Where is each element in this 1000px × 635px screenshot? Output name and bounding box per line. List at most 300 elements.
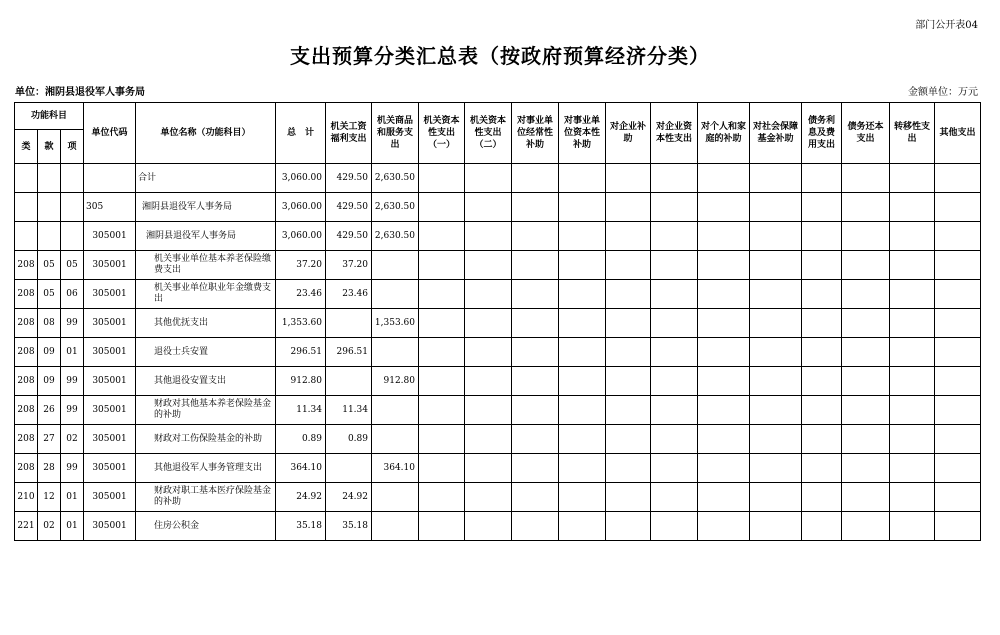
cell-empty <box>651 193 698 222</box>
cell-empty <box>890 193 935 222</box>
cell-empty <box>559 338 606 367</box>
cell-empty <box>419 193 465 222</box>
cell-goods <box>372 512 419 541</box>
cell-empty <box>750 454 802 483</box>
cell-unit-name: 湘阴县退役军人事务局 <box>136 193 276 222</box>
cell-empty <box>559 396 606 425</box>
cell-lei: 208 <box>15 251 38 280</box>
amount-unit-label: 金额单位：万元 <box>908 87 978 98</box>
cell-empty <box>465 338 512 367</box>
cell-empty <box>935 309 981 338</box>
cell-empty <box>559 222 606 251</box>
cell-total: 296.51 <box>276 338 326 367</box>
cell-lei <box>15 193 38 222</box>
cell-empty <box>750 280 802 309</box>
cell-empty <box>606 280 651 309</box>
cell-kuan <box>38 193 61 222</box>
cell-empty <box>802 193 842 222</box>
cell-empty <box>465 222 512 251</box>
cell-xiang: 02 <box>61 425 84 454</box>
cell-unit-name: 财政对职工基本医疗保险基金的补助 <box>136 483 276 512</box>
cell-empty <box>419 309 465 338</box>
cell-empty <box>890 164 935 193</box>
table-row <box>15 454 981 483</box>
cell-empty <box>842 483 890 512</box>
cell-empty <box>842 512 890 541</box>
cell-empty <box>419 222 465 251</box>
cell-empty <box>606 193 651 222</box>
cell-empty <box>606 512 651 541</box>
cell-empty <box>802 251 842 280</box>
cell-empty <box>419 396 465 425</box>
cell-kuan <box>38 164 61 193</box>
cell-lei: 208 <box>15 454 38 483</box>
cell-empty <box>651 222 698 251</box>
header-econ-social-fund: 对社会保障基金补助 <box>750 103 802 164</box>
cell-kuan: 27 <box>38 425 61 454</box>
cell-empty <box>465 164 512 193</box>
table-row <box>15 251 981 280</box>
cell-empty <box>651 425 698 454</box>
cell-empty <box>606 425 651 454</box>
cell-empty <box>698 367 750 396</box>
header-econ-debt-interest: 债务利息及费用支出 <box>802 103 842 164</box>
cell-empty <box>512 309 559 338</box>
cell-empty <box>802 367 842 396</box>
cell-empty <box>559 367 606 396</box>
cell-unit-code: 305001 <box>84 483 136 512</box>
cell-xiang: 01 <box>61 483 84 512</box>
cell-xiang: 05 <box>61 251 84 280</box>
table-row <box>15 396 981 425</box>
cell-wages: 35.18 <box>326 512 372 541</box>
cell-empty <box>559 512 606 541</box>
cell-total: 3,060.00 <box>276 222 326 251</box>
cell-empty <box>935 512 981 541</box>
cell-unit-name: 合计 <box>136 164 276 193</box>
cell-empty <box>419 280 465 309</box>
cell-empty <box>512 454 559 483</box>
cell-empty <box>802 483 842 512</box>
cell-goods: 2,630.50 <box>372 164 419 193</box>
cell-empty <box>750 164 802 193</box>
cell-empty <box>842 251 890 280</box>
cell-empty <box>606 454 651 483</box>
cell-empty <box>698 164 750 193</box>
cell-empty <box>750 425 802 454</box>
cell-goods: 912.80 <box>372 367 419 396</box>
cell-unit-name: 退役士兵安置 <box>136 338 276 367</box>
cell-kuan: 09 <box>38 338 61 367</box>
cell-empty <box>651 454 698 483</box>
header-econ-enterprise-capital: 对企业资本性支出 <box>651 103 698 164</box>
cell-empty <box>559 454 606 483</box>
cell-empty <box>890 396 935 425</box>
table-row <box>15 193 981 222</box>
cell-goods <box>372 425 419 454</box>
cell-kuan <box>38 222 61 251</box>
header-econ-transfer: 转移性支出 <box>890 103 935 164</box>
cell-empty <box>559 164 606 193</box>
cell-goods: 2,630.50 <box>372 222 419 251</box>
cell-empty <box>890 338 935 367</box>
cell-wages: 23.46 <box>326 280 372 309</box>
table-row <box>15 309 981 338</box>
cell-empty <box>512 367 559 396</box>
cell-empty <box>419 367 465 396</box>
cell-goods: 364.10 <box>372 454 419 483</box>
table-number-tag: 部门公开表04 <box>915 20 978 31</box>
cell-empty <box>935 164 981 193</box>
cell-goods <box>372 483 419 512</box>
header-kuan: 款 <box>38 130 61 164</box>
cell-empty <box>698 338 750 367</box>
cell-lei: 208 <box>15 396 38 425</box>
cell-empty <box>750 222 802 251</box>
cell-empty <box>465 483 512 512</box>
cell-empty <box>935 222 981 251</box>
header-econ-other: 其他支出 <box>935 103 981 164</box>
cell-empty <box>750 483 802 512</box>
cell-empty <box>890 367 935 396</box>
cell-total: 24.92 <box>276 483 326 512</box>
header-econ-capital-2: 机关资本性支出（二） <box>465 103 512 164</box>
cell-goods: 1,353.60 <box>372 309 419 338</box>
cell-unit-name: 湘阴县退役军人事务局 <box>136 222 276 251</box>
cell-empty <box>802 338 842 367</box>
cell-empty <box>698 396 750 425</box>
cell-empty <box>842 425 890 454</box>
cell-empty <box>935 280 981 309</box>
cell-empty <box>559 193 606 222</box>
cell-empty <box>651 280 698 309</box>
cell-empty <box>842 222 890 251</box>
cell-wages: 429.50 <box>326 193 372 222</box>
cell-empty <box>651 338 698 367</box>
cell-total: 23.46 <box>276 280 326 309</box>
cell-total: 1,353.60 <box>276 309 326 338</box>
cell-empty <box>465 396 512 425</box>
cell-kuan: 28 <box>38 454 61 483</box>
cell-empty <box>606 164 651 193</box>
cell-lei <box>15 222 38 251</box>
cell-unit-name: 住房公积金 <box>136 512 276 541</box>
header-econ-inst-regular: 对事业单位经常性补助 <box>512 103 559 164</box>
cell-empty <box>512 483 559 512</box>
cell-empty <box>698 251 750 280</box>
cell-empty <box>512 396 559 425</box>
cell-empty <box>419 425 465 454</box>
cell-empty <box>512 338 559 367</box>
cell-goods: 2,630.50 <box>372 193 419 222</box>
cell-empty <box>465 512 512 541</box>
cell-empty <box>890 454 935 483</box>
cell-lei: 208 <box>15 425 38 454</box>
cell-empty <box>750 309 802 338</box>
cell-empty <box>465 251 512 280</box>
cell-xiang: 06 <box>61 280 84 309</box>
table-row <box>15 483 981 512</box>
cell-empty <box>606 251 651 280</box>
cell-goods <box>372 338 419 367</box>
cell-empty <box>465 193 512 222</box>
cell-empty <box>419 454 465 483</box>
cell-empty <box>750 338 802 367</box>
cell-empty <box>651 512 698 541</box>
cell-kuan: 26 <box>38 396 61 425</box>
unit-label: 单位：湘阴县退役军人事务局 <box>15 87 145 98</box>
cell-empty <box>419 164 465 193</box>
header-econ-wages: 机关工资福利支出 <box>326 103 372 164</box>
cell-empty <box>750 396 802 425</box>
cell-lei: 208 <box>15 309 38 338</box>
cell-total: 37.20 <box>276 251 326 280</box>
cell-empty <box>698 193 750 222</box>
cell-empty <box>890 222 935 251</box>
cell-xiang: 99 <box>61 309 84 338</box>
cell-unit-code: 305001 <box>84 222 136 251</box>
cell-wages: 296.51 <box>326 338 372 367</box>
cell-empty <box>465 367 512 396</box>
cell-empty <box>606 338 651 367</box>
expenditure-table <box>14 102 981 541</box>
cell-unit-name: 财政对工伤保险基金的补助 <box>136 425 276 454</box>
cell-empty <box>512 193 559 222</box>
cell-empty <box>419 512 465 541</box>
cell-empty <box>802 164 842 193</box>
cell-empty <box>890 425 935 454</box>
table-row <box>15 164 981 193</box>
cell-empty <box>512 251 559 280</box>
cell-total: 35.18 <box>276 512 326 541</box>
cell-unit-code: 305001 <box>84 512 136 541</box>
cell-unit-code: 305 <box>84 193 136 222</box>
cell-unit-name: 机关事业单位基本养老保险缴费支出 <box>136 251 276 280</box>
cell-xiang: 99 <box>61 396 84 425</box>
cell-empty <box>890 483 935 512</box>
cell-unit-name: 其他优抚支出 <box>136 309 276 338</box>
cell-empty <box>419 251 465 280</box>
header-econ-individual: 对个人和家庭的补助 <box>698 103 750 164</box>
cell-unit-code: 305001 <box>84 454 136 483</box>
cell-total: 11.34 <box>276 396 326 425</box>
cell-kuan: 02 <box>38 512 61 541</box>
cell-goods <box>372 280 419 309</box>
cell-empty <box>465 425 512 454</box>
cell-unit-name: 其他退役军人事务管理支出 <box>136 454 276 483</box>
table-row <box>15 338 981 367</box>
table-body <box>15 164 981 541</box>
cell-empty <box>842 164 890 193</box>
cell-wages <box>326 367 372 396</box>
cell-empty <box>842 454 890 483</box>
cell-empty <box>512 512 559 541</box>
cell-empty <box>750 251 802 280</box>
cell-kuan: 08 <box>38 309 61 338</box>
cell-empty <box>802 280 842 309</box>
cell-unit-code: 305001 <box>84 396 136 425</box>
cell-kuan: 12 <box>38 483 61 512</box>
cell-kuan: 05 <box>38 280 61 309</box>
cell-empty <box>750 193 802 222</box>
header-econ-inst-capital: 对事业单位资本性补助 <box>559 103 606 164</box>
cell-total: 3,060.00 <box>276 164 326 193</box>
cell-empty <box>419 338 465 367</box>
cell-empty <box>935 251 981 280</box>
cell-empty <box>559 483 606 512</box>
cell-empty <box>935 338 981 367</box>
cell-lei: 208 <box>15 367 38 396</box>
cell-empty <box>842 280 890 309</box>
cell-empty <box>698 454 750 483</box>
cell-empty <box>559 280 606 309</box>
cell-empty <box>651 164 698 193</box>
cell-empty <box>512 164 559 193</box>
table-row <box>15 367 981 396</box>
cell-empty <box>842 193 890 222</box>
cell-empty <box>651 483 698 512</box>
cell-total: 364.10 <box>276 454 326 483</box>
cell-empty <box>890 309 935 338</box>
cell-empty <box>935 454 981 483</box>
cell-lei: 221 <box>15 512 38 541</box>
cell-unit-code <box>84 164 136 193</box>
cell-empty <box>750 367 802 396</box>
cell-empty <box>802 454 842 483</box>
cell-empty <box>606 367 651 396</box>
cell-empty <box>606 396 651 425</box>
cell-unit-code: 305001 <box>84 251 136 280</box>
cell-wages: 37.20 <box>326 251 372 280</box>
cell-unit-code: 305001 <box>84 280 136 309</box>
cell-wages: 0.89 <box>326 425 372 454</box>
cell-total: 912.80 <box>276 367 326 396</box>
cell-goods <box>372 396 419 425</box>
cell-lei: 210 <box>15 483 38 512</box>
cell-unit-code: 305001 <box>84 425 136 454</box>
header-econ-debt-principal: 债务还本支出 <box>842 103 890 164</box>
header-total: 总 计 <box>276 103 326 164</box>
cell-kuan: 09 <box>38 367 61 396</box>
cell-empty <box>419 483 465 512</box>
header-func-group: 功能科目 <box>15 103 84 130</box>
cell-empty <box>512 222 559 251</box>
cell-empty <box>698 425 750 454</box>
header-econ-enterprise: 对企业补助 <box>606 103 651 164</box>
cell-unit-code: 305001 <box>84 309 136 338</box>
cell-empty <box>935 193 981 222</box>
cell-empty <box>698 309 750 338</box>
cell-wages: 429.50 <box>326 164 372 193</box>
cell-wages: 11.34 <box>326 396 372 425</box>
cell-empty <box>890 251 935 280</box>
table-row <box>15 280 981 309</box>
cell-xiang <box>61 193 84 222</box>
cell-empty <box>651 367 698 396</box>
cell-lei <box>15 164 38 193</box>
cell-empty <box>512 280 559 309</box>
cell-total: 3,060.00 <box>276 193 326 222</box>
cell-empty <box>842 309 890 338</box>
cell-empty <box>842 396 890 425</box>
cell-empty <box>802 396 842 425</box>
cell-goods <box>372 251 419 280</box>
cell-xiang: 01 <box>61 338 84 367</box>
cell-empty <box>606 483 651 512</box>
cell-kuan: 05 <box>38 251 61 280</box>
cell-wages <box>326 454 372 483</box>
cell-empty <box>651 251 698 280</box>
cell-empty <box>465 280 512 309</box>
cell-lei: 208 <box>15 338 38 367</box>
cell-empty <box>802 309 842 338</box>
table-row <box>15 425 981 454</box>
cell-empty <box>935 367 981 396</box>
cell-empty <box>559 425 606 454</box>
cell-empty <box>698 512 750 541</box>
table-row <box>15 222 981 251</box>
cell-xiang: 99 <box>61 367 84 396</box>
cell-empty <box>935 396 981 425</box>
cell-empty <box>802 222 842 251</box>
cell-empty <box>512 425 559 454</box>
cell-empty <box>750 512 802 541</box>
header-lei: 类 <box>15 130 38 164</box>
cell-empty <box>606 309 651 338</box>
cell-empty <box>890 280 935 309</box>
cell-xiang: 01 <box>61 512 84 541</box>
cell-empty <box>698 222 750 251</box>
cell-empty <box>842 338 890 367</box>
header-econ-goods: 机关商品和服务支出 <box>372 103 419 164</box>
cell-empty <box>935 425 981 454</box>
cell-total: 0.89 <box>276 425 326 454</box>
header-unit-name: 单位名称（功能科目） <box>136 103 276 164</box>
cell-wages: 429.50 <box>326 222 372 251</box>
cell-xiang <box>61 222 84 251</box>
cell-unit-name: 机关事业单位职业年金缴费支出 <box>136 280 276 309</box>
cell-empty <box>465 309 512 338</box>
cell-xiang <box>61 164 84 193</box>
cell-empty <box>698 280 750 309</box>
cell-empty <box>559 309 606 338</box>
cell-empty <box>698 483 750 512</box>
page-title: 支出预算分类汇总表（按政府预算经济分类） <box>290 44 710 68</box>
cell-xiang: 99 <box>61 454 84 483</box>
cell-wages <box>326 309 372 338</box>
cell-wages: 24.92 <box>326 483 372 512</box>
cell-empty <box>606 222 651 251</box>
header-unit-code: 单位代码 <box>84 103 136 164</box>
header-xiang: 项 <box>61 130 84 164</box>
header-econ-capital-1: 机关资本性支出（一） <box>419 103 465 164</box>
cell-empty <box>802 425 842 454</box>
cell-unit-name: 其他退役安置支出 <box>136 367 276 396</box>
cell-unit-code: 305001 <box>84 338 136 367</box>
cell-empty <box>890 512 935 541</box>
cell-empty <box>651 309 698 338</box>
cell-empty <box>465 454 512 483</box>
cell-empty <box>559 251 606 280</box>
cell-empty <box>935 483 981 512</box>
cell-empty <box>842 367 890 396</box>
cell-lei: 208 <box>15 280 38 309</box>
table-row <box>15 512 981 541</box>
cell-empty <box>802 512 842 541</box>
cell-empty <box>651 396 698 425</box>
cell-unit-name: 财政对其他基本养老保险基金的补助 <box>136 396 276 425</box>
cell-unit-code: 305001 <box>84 367 136 396</box>
